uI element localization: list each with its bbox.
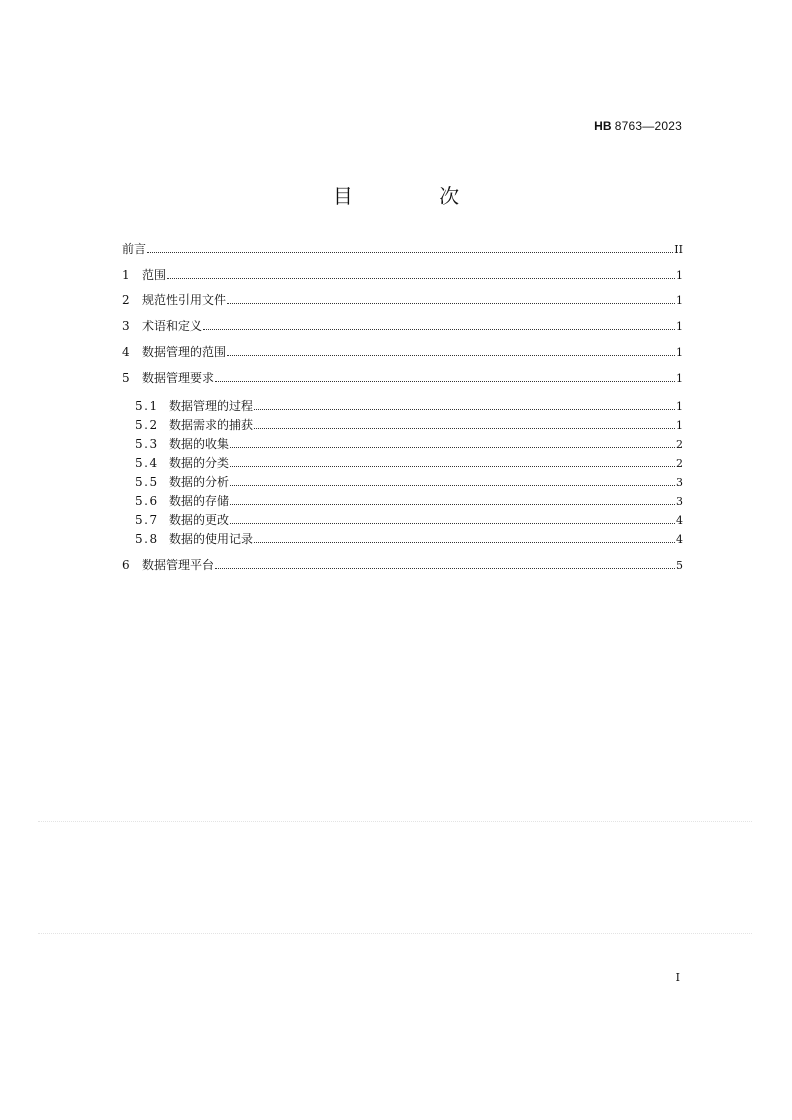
- toc-entry-number: 5.5: [135, 475, 159, 489]
- toc-dot-leader: [227, 303, 675, 304]
- toc-entry-page: 1: [676, 346, 683, 359]
- toc-entry-label: 数据的收集: [169, 437, 230, 451]
- toc-entry-label: 数据的分类: [169, 456, 230, 470]
- toc-entry[interactable]: [135, 455, 683, 472]
- toc-entry-page: 2: [676, 457, 683, 470]
- toc-entry[interactable]: [122, 557, 683, 574]
- toc-dot-leader: [254, 542, 675, 543]
- divider-line: [38, 933, 752, 934]
- toc-entry-label: 术语和定义: [142, 319, 203, 333]
- toc-entry-label: 数据的使用记录: [169, 532, 254, 546]
- toc-entry[interactable]: [135, 398, 683, 415]
- standard-code: [594, 119, 682, 133]
- toc-dot-leader: [230, 504, 675, 505]
- page-title: 目 次: [332, 184, 500, 208]
- toc-entry-page: 2: [676, 438, 683, 451]
- toc-entry-number: 5: [122, 371, 130, 385]
- toc-dot-leader: [254, 428, 675, 429]
- toc-entry-label: 规范性引用文件: [142, 293, 227, 307]
- standard-code-prefix: HB: [594, 119, 612, 133]
- toc-dot-leader: [147, 252, 673, 253]
- toc-entry[interactable]: [122, 267, 683, 284]
- toc-entry-page: II: [674, 243, 683, 256]
- toc-dot-leader: [230, 466, 675, 467]
- toc-entry-number: 4: [122, 345, 130, 359]
- page-number: I: [675, 971, 680, 984]
- toc-entry[interactable]: [122, 318, 683, 335]
- toc-entry[interactable]: [122, 292, 683, 309]
- toc-entry-page: 3: [676, 476, 683, 489]
- toc-dot-leader: [167, 278, 675, 279]
- toc-entry-label: 数据的分析: [169, 475, 230, 489]
- toc-entry[interactable]: [122, 370, 683, 387]
- toc-entry-page: 4: [676, 514, 683, 527]
- toc-dot-leader: [254, 409, 675, 410]
- toc-entry-page: 4: [676, 533, 683, 546]
- toc-entry-label: 数据的存储: [169, 494, 230, 508]
- toc-entry[interactable]: [135, 436, 683, 453]
- toc-entry[interactable]: [135, 417, 683, 434]
- toc-entry-page: 1: [676, 269, 683, 282]
- toc-dot-leader: [230, 485, 675, 486]
- toc-entry-number: 5.8: [135, 532, 159, 546]
- toc-entry-number: 2: [122, 293, 130, 307]
- toc-entry-page: 1: [676, 400, 683, 413]
- toc-entry-label: 数据的更改: [169, 513, 230, 527]
- toc-entry-number: 5.2: [135, 418, 159, 432]
- toc-entry-page: 3: [676, 495, 683, 508]
- toc-entry-page: 1: [676, 419, 683, 432]
- toc-entry-page: 5: [676, 559, 683, 572]
- toc-entry-page: 1: [676, 372, 683, 385]
- toc-dot-leader: [230, 523, 675, 524]
- toc-entry-label: 前言: [122, 242, 147, 256]
- toc-entry-label: 数据需求的捕获: [169, 418, 254, 432]
- toc-entry-number: 6: [122, 558, 130, 572]
- toc-entry-label: 范围: [142, 268, 167, 282]
- toc-entry[interactable]: [135, 493, 683, 510]
- toc-entry[interactable]: [135, 512, 683, 529]
- toc-entry-page: 1: [676, 294, 683, 307]
- divider-line: [38, 821, 752, 822]
- toc-entry[interactable]: [135, 474, 683, 491]
- toc-entry[interactable]: [135, 531, 683, 548]
- toc-entry-label: 数据管理的过程: [169, 399, 254, 413]
- toc-entry-number: 5.7: [135, 513, 159, 527]
- toc-entry-number: 1: [122, 268, 130, 282]
- toc-entry-page: 1: [676, 320, 683, 333]
- toc-entry-number: 5.3: [135, 437, 159, 451]
- toc-entry-number: 3: [122, 319, 130, 333]
- toc-entry[interactable]: [122, 241, 683, 258]
- toc-dot-leader: [203, 329, 675, 330]
- toc-entry-label: 数据管理平台: [142, 558, 215, 572]
- toc-entry-number: 5.6: [135, 494, 159, 508]
- standard-code-number: 8763—2023: [614, 119, 682, 133]
- toc-dot-leader: [230, 447, 675, 448]
- toc-entry-number: 5.1: [135, 399, 159, 413]
- toc-entry[interactable]: [122, 344, 683, 361]
- toc-dot-leader: [215, 568, 675, 569]
- toc-entry-label: 数据管理的范围: [142, 345, 227, 359]
- toc-entry-label: 数据管理要求: [142, 371, 215, 385]
- toc-dot-leader: [215, 381, 675, 382]
- toc-entry-number: 5.4: [135, 456, 159, 470]
- toc-dot-leader: [227, 355, 675, 356]
